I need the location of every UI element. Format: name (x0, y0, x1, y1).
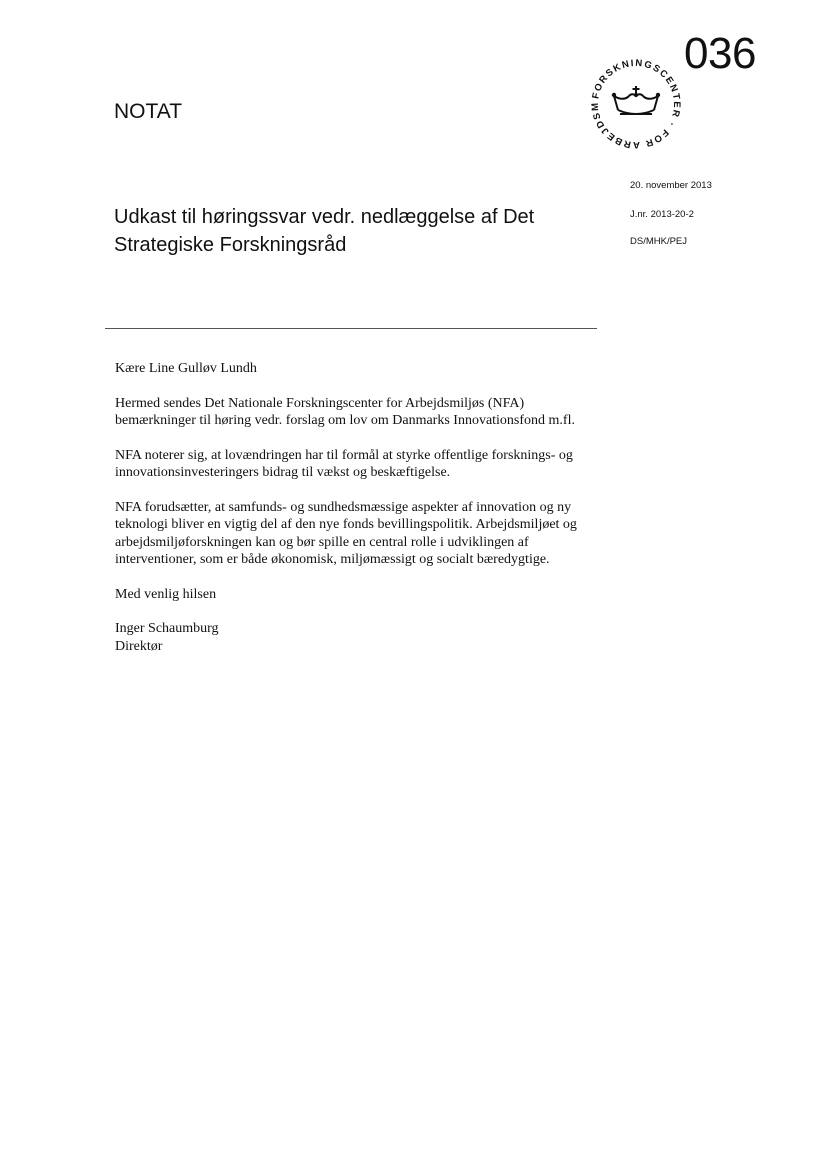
signer-title: Direktør (115, 638, 163, 654)
paragraph-line: NFA noterer sig, at lovændringen har til formål at styrke offentlige forsknings- og (115, 447, 573, 463)
document-date: 20. november 2013 (630, 180, 712, 191)
title-line: Strategiske Forskningsråd (114, 234, 347, 256)
letter-body (115, 360, 605, 672)
paragraph (115, 499, 605, 569)
paragraph-line: interventioner, som er både økonomisk, miljømæssigt og socialt bæredygtige. (115, 552, 550, 567)
closing: Med venlig hilsen (115, 586, 217, 602)
paragraph-line: Hermed sendes Det Nationale Forskningscenter for Arbejdsmiljøs (NFA) (115, 395, 525, 411)
paragraph (115, 395, 605, 430)
document-type-label: NOTAT (114, 100, 183, 123)
salutation: Kære Line Gulløv Lundh (115, 361, 257, 376)
header-divider (105, 328, 597, 329)
document-title (114, 203, 584, 259)
reference-initials: DS/MHK/PEJ (630, 236, 688, 247)
paragraph-line: NFA forudsætter, at samfunds- og sundhedsmæssige aspekter af innovation og ny (115, 499, 572, 515)
title-line: Udkast til høringssvar vedr. nedlæggelse af Det (114, 206, 535, 228)
paragraph (115, 447, 605, 482)
page-number: 036 (684, 29, 756, 78)
paragraph-line: bemærkninger til høring vedr. forslag om lov om Danmarks Innovationsfond m.fl. (115, 413, 575, 428)
crown-icon (584, 52, 688, 156)
svg-text:FORSKNINGSCENTER · FOR ARBEJDS: FORSKNINGSCENTER · FOR ARBEJDSM (589, 57, 683, 151)
journal-number: J.nr. 2013-20-2 (630, 209, 694, 220)
signature-block (115, 620, 605, 655)
paragraph-line: teknologi bliver en vigtig del af den nye fonds bevillingspolitik. Arbejdsmiljøet og (115, 517, 577, 532)
paragraph-line: arbejdsmiljøforskningen kan og bør spille en central rolle i udviklingen af (115, 534, 529, 550)
paragraph-line: innovationsinvesteringers bidrag til vækst og beskæftigelse. (115, 465, 451, 480)
signer-name: Inger Schaumburg (115, 621, 219, 636)
institution-seal-logo (584, 52, 688, 156)
